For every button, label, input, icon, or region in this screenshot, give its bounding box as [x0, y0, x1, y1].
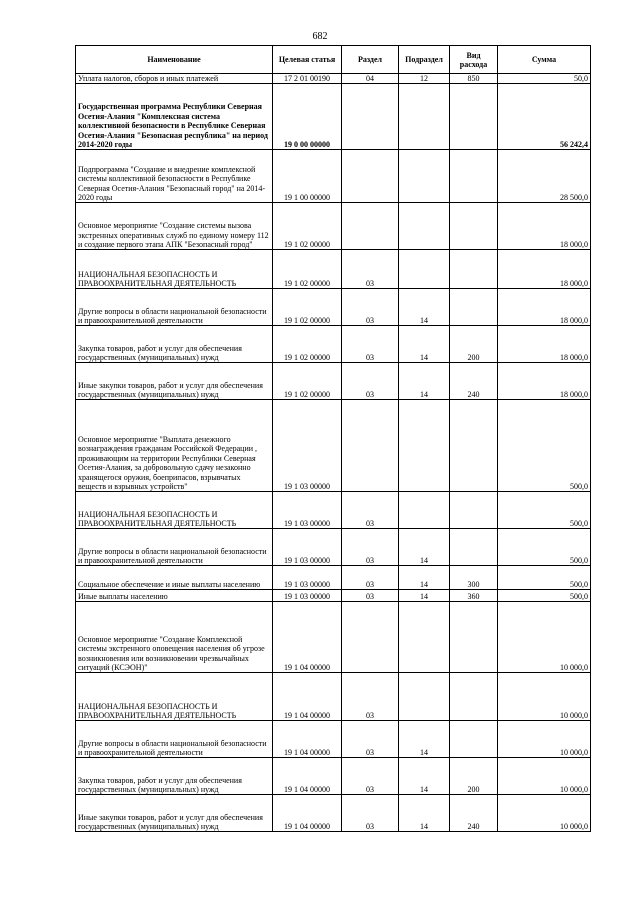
- row-target-code: 19 1 04 00000: [273, 673, 342, 721]
- row-expense-kind: [450, 721, 498, 758]
- row-expense-kind: [450, 529, 498, 566]
- row-section: 03: [342, 758, 399, 795]
- row-expense-kind: [450, 602, 498, 673]
- row-subsection: [399, 673, 450, 721]
- row-subsection: 12: [399, 74, 450, 84]
- row-name: НАЦИОНАЛЬНАЯ БЕЗОПАСНОСТЬ И ПРАВООХРАНИТЕЛЬНАЯ ДЕЯТЕЛЬНОСТЬ: [76, 250, 273, 289]
- row-section: 03: [342, 566, 399, 590]
- table-row: [76, 566, 591, 590]
- table-row: [76, 326, 591, 363]
- header-sum: Сумма: [498, 46, 591, 74]
- row-section: [342, 150, 399, 203]
- table-row: [76, 492, 591, 529]
- row-subsection: 14: [399, 758, 450, 795]
- row-subsection: 14: [399, 721, 450, 758]
- row-target-code: 19 1 04 00000: [273, 795, 342, 832]
- row-expense-kind: 300: [450, 566, 498, 590]
- row-target-code: 19 1 02 00000: [273, 203, 342, 250]
- table-row: [76, 758, 591, 795]
- row-sum: 500,0: [498, 529, 591, 566]
- row-section: 03: [342, 795, 399, 832]
- row-section: [342, 602, 399, 673]
- row-name: Основное мероприятие "Создание системы вызова экстренных оперативных служб по единому номеру 112 и создание первого этапа АПК "Безопасный город": [76, 203, 273, 250]
- table-row: [76, 529, 591, 566]
- row-target-code: 19 1 03 00000: [273, 400, 342, 492]
- row-target-code: 19 1 03 00000: [273, 529, 342, 566]
- header-code: Целевая статья: [273, 46, 342, 74]
- row-sum: 10 000,0: [498, 758, 591, 795]
- row-section: 03: [342, 492, 399, 529]
- row-expense-kind: [450, 203, 498, 250]
- row-expense-kind: [450, 492, 498, 529]
- row-sum: 50,0: [498, 74, 591, 84]
- row-section: 03: [342, 326, 399, 363]
- row-subsection: [399, 250, 450, 289]
- row-section: 04: [342, 74, 399, 84]
- row-expense-kind: 200: [450, 326, 498, 363]
- row-target-code: 19 1 03 00000: [273, 590, 342, 602]
- table-row: [76, 721, 591, 758]
- row-sum: 18 000,0: [498, 363, 591, 400]
- row-name: НАЦИОНАЛЬНАЯ БЕЗОПАСНОСТЬ И ПРАВООХРАНИТЕЛЬНАЯ ДЕЯТЕЛЬНОСТЬ: [76, 492, 273, 529]
- row-expense-kind: 200: [450, 758, 498, 795]
- row-expense-kind: [450, 84, 498, 150]
- row-sum: 18 000,0: [498, 326, 591, 363]
- header-section: Раздел: [342, 46, 399, 74]
- row-sum: 56 242,4: [498, 84, 591, 150]
- row-section: 03: [342, 673, 399, 721]
- row-name: Социальное обеспечение и иные выплаты населению: [76, 566, 273, 590]
- row-subsection: [399, 203, 450, 250]
- row-name: Уплата налогов, сборов и иных платежей: [76, 74, 273, 84]
- row-target-code: 19 1 02 00000: [273, 250, 342, 289]
- row-subsection: [399, 400, 450, 492]
- row-target-code: 19 1 00 00000: [273, 150, 342, 203]
- table-row: [76, 673, 591, 721]
- row-target-code: 19 1 03 00000: [273, 566, 342, 590]
- row-name: Государственная программа Республики Северная Осетия-Алания "Комплексная система коллективной безопасности в Республике Северная Осетия-Алания "Безопасная республика" на период 2014-2020 годы: [76, 84, 273, 150]
- row-section: [342, 84, 399, 150]
- row-sum: 500,0: [498, 566, 591, 590]
- row-section: 03: [342, 721, 399, 758]
- row-sum: 18 000,0: [498, 289, 591, 326]
- row-subsection: [399, 84, 450, 150]
- row-target-code: 19 1 03 00000: [273, 492, 342, 529]
- row-subsection: 14: [399, 326, 450, 363]
- row-target-code: 19 0 00 00000: [273, 84, 342, 150]
- row-subsection: 14: [399, 363, 450, 400]
- row-name: Другие вопросы в области национальной безопасности и правоохранительной деятельности: [76, 721, 273, 758]
- row-name: Другие вопросы в области национальной безопасности и правоохранительной деятельности: [76, 529, 273, 566]
- row-name: Иные закупки товаров, работ и услуг для обеспечения государственных (муниципальных) нужд: [76, 795, 273, 832]
- table-row: [76, 602, 591, 673]
- row-expense-kind: [450, 673, 498, 721]
- row-section: 03: [342, 529, 399, 566]
- row-section: [342, 203, 399, 250]
- table-row: [76, 150, 591, 203]
- row-target-code: 19 1 02 00000: [273, 363, 342, 400]
- table-row: [76, 250, 591, 289]
- table-row: [76, 590, 591, 602]
- table-row: [76, 84, 591, 150]
- row-target-code: 19 1 04 00000: [273, 721, 342, 758]
- row-expense-kind: 240: [450, 795, 498, 832]
- row-expense-kind: [450, 250, 498, 289]
- row-name: Подпрограмма "Создание и внедрение комплексной системы коллективной безопасности в Республике Северная Осетия-Алания "Безопасный город" на 2014-2020 годы: [76, 150, 273, 203]
- row-section: 03: [342, 289, 399, 326]
- row-subsection: 14: [399, 566, 450, 590]
- row-expense-kind: [450, 400, 498, 492]
- row-subsection: [399, 492, 450, 529]
- row-expense-kind: [450, 289, 498, 326]
- header-row: [76, 46, 591, 74]
- row-sum: 500,0: [498, 590, 591, 602]
- table-row: [76, 795, 591, 832]
- row-target-code: 19 1 04 00000: [273, 758, 342, 795]
- row-name: НАЦИОНАЛЬНАЯ БЕЗОПАСНОСТЬ И ПРАВООХРАНИТЕЛЬНАЯ ДЕЯТЕЛЬНОСТЬ: [76, 673, 273, 721]
- row-sum: 10 000,0: [498, 795, 591, 832]
- row-sum: 10 000,0: [498, 673, 591, 721]
- row-name: Основное мероприятие "Выплата денежного вознаграждения гражданам Российской Федерации , проживающим на территории Республики Северная Осетия-Алания, за добровольную сдачу незаконно хранящегося оружия, боеприпасов, взрывчатых веществ и взрывных устройств": [76, 400, 273, 492]
- row-sum: 10 000,0: [498, 602, 591, 673]
- row-section: 03: [342, 250, 399, 289]
- table-row: [76, 203, 591, 250]
- row-subsection: [399, 150, 450, 203]
- row-name: Закупка товаров, работ и услуг для обеспечения государственных (муниципальных) нужд: [76, 326, 273, 363]
- row-name: Иные выплаты населению: [76, 590, 273, 602]
- row-sum: 10 000,0: [498, 721, 591, 758]
- row-target-code: 19 1 04 00000: [273, 602, 342, 673]
- row-subsection: 14: [399, 289, 450, 326]
- row-sum: 18 000,0: [498, 203, 591, 250]
- table-row: [76, 74, 591, 84]
- row-subsection: 14: [399, 795, 450, 832]
- row-expense-kind: 850: [450, 74, 498, 84]
- row-sum: 500,0: [498, 400, 591, 492]
- row-subsection: 14: [399, 590, 450, 602]
- row-sum: 28 500,0: [498, 150, 591, 203]
- table-body: [76, 74, 591, 832]
- row-sum: 18 000,0: [498, 250, 591, 289]
- table-row: [76, 363, 591, 400]
- row-expense-kind: [450, 150, 498, 203]
- row-section: 03: [342, 363, 399, 400]
- row-expense-kind: 360: [450, 590, 498, 602]
- row-expense-kind: 240: [450, 363, 498, 400]
- header-kind: Вид расхода: [450, 46, 498, 74]
- row-name: Основное мероприятие "Создание Комплексной системы экстренного оповещения населения об угрозе возникновения или возникновении чрезвычайных ситуаций (КСЭОН)": [76, 602, 273, 673]
- row-target-code: 19 1 02 00000: [273, 326, 342, 363]
- budget-table: [75, 45, 591, 832]
- row-target-code: 19 1 02 00000: [273, 289, 342, 326]
- row-name: Другие вопросы в области национальной безопасности и правоохранительной деятельности: [76, 289, 273, 326]
- header-name: Наименование: [76, 46, 273, 74]
- row-section: 03: [342, 590, 399, 602]
- row-section: [342, 400, 399, 492]
- row-name: Иные закупки товаров, работ и услуг для обеспечения государственных (муниципальных) нужд: [76, 363, 273, 400]
- table-row: [76, 289, 591, 326]
- row-target-code: 17 2 01 00190: [273, 74, 342, 84]
- table-row: [76, 400, 591, 492]
- row-sum: 500,0: [498, 492, 591, 529]
- header-subsection: Подраздел: [399, 46, 450, 74]
- row-name: Закупка товаров, работ и услуг для обеспечения государственных (муниципальных) нужд: [76, 758, 273, 795]
- row-subsection: 14: [399, 529, 450, 566]
- row-subsection: [399, 602, 450, 673]
- page-number: 682: [312, 31, 328, 42]
- table-header: [76, 46, 591, 74]
